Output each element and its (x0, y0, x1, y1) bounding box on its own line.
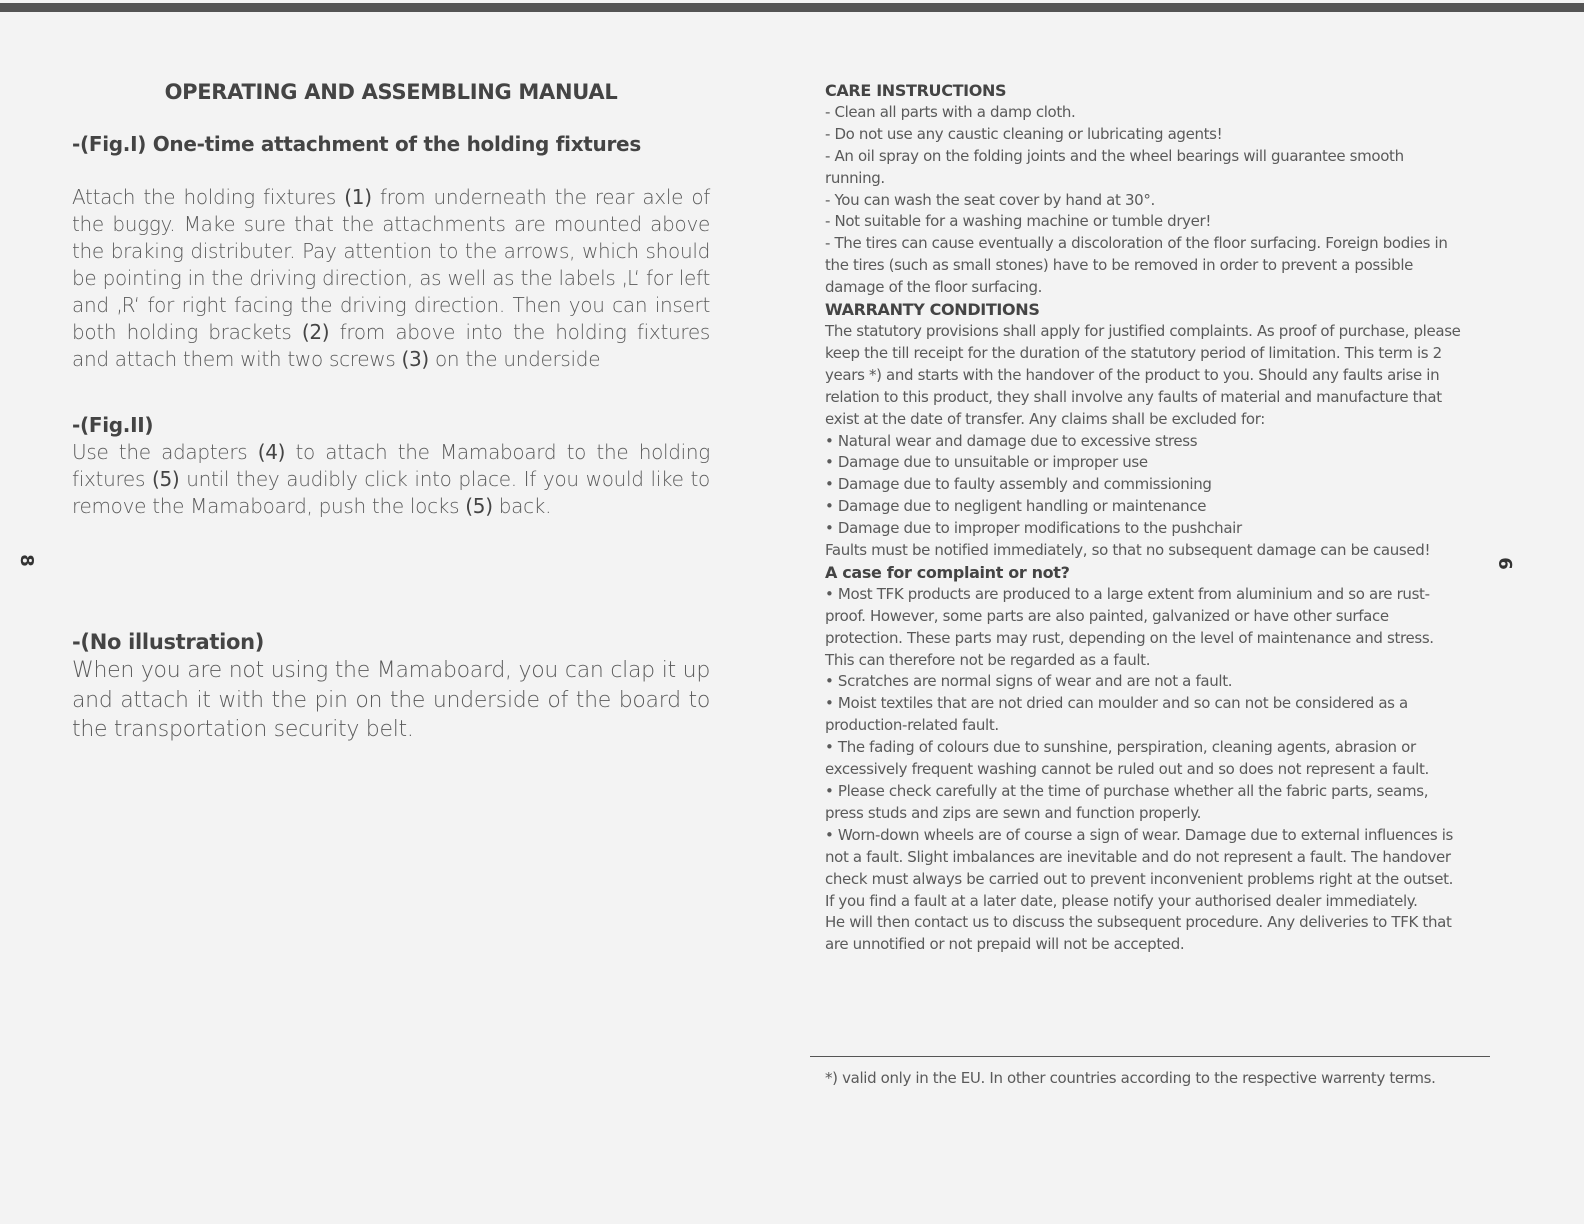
part-number: (4) (257, 440, 286, 464)
paragraph: • Most TFK products are produced to a large extent from aluminium and so are rust-proof. However, some parts are also painted, galvanized or have other surface protection. These parts may rust, depending on the level of maintenance and stress. This can therefore not be regarded as a fault. (825, 584, 1434, 669)
paragraph: - An oil spray on the folding joints and the wheel bearings will guarantee smooth running. (825, 146, 1404, 187)
section-heading: -(Fig.I) One-time attachment of the holding fixtures (72, 132, 641, 156)
part-number: (1) (344, 185, 372, 209)
paragraph: • Please check carefully at the time of purchase whether all the fabric parts, seams, press studs and zips are sewn and function properly. (825, 782, 1429, 822)
part-number: (5) (151, 467, 180, 491)
section-heading: WARRANTY CONDITIONS (825, 300, 1040, 320)
part-number: (3) (401, 347, 429, 371)
section-heading: CARE INSTRUCTIONS (825, 81, 1007, 100)
footnote-divider (810, 1056, 1490, 1057)
body-text: on the underside (428, 347, 601, 371)
section-heading: A case for complaint or not? (825, 562, 1070, 582)
paragraph: • Natural wear and damage due to excessive stress (825, 431, 1198, 450)
paragraph: - The tires can cause eventually a discoloration of the floor surfacing. Foreign bodies in the tires (such as small stones) have to be removed in order to prevent a possible damage of the floor surfacing. (825, 234, 1448, 297)
paragraph: The statutory provisions shall apply for justified complaints. As proof of purchase, please keep the till receipt for the duration of the statutory period of limitation. This term is 2 years *) and starts with the handover of the product to you. Should any faults arise in relation to this product, they shall involve any faults of material and manufacture that exist at the date of transfer. Any claims shall be excluded for: (825, 321, 1461, 428)
body-text: from underneath the rear axle of the buggy. Make sure that the attachments are mounted above the braking distributer. Pay attention to the arrows, which should be pointing in the driving direction, as well as the labels ‚L‘ for left and ‚R‘ for right facing the driving direction. Then you can insert both holding brackets (72, 185, 710, 344)
page-title: OPERATING AND ASSEMBLING MANUAL (164, 80, 618, 104)
part-number: (2) (301, 320, 330, 344)
paragraph: • Scratches are normal signs of wear and are not a fault. (825, 672, 1233, 691)
section-fig2 (72, 413, 710, 520)
paragraph: - Do not use any caustic cleaning or lubricating agents! (825, 124, 1223, 143)
section-heading: -(No illustration) (72, 630, 265, 654)
section-body (72, 439, 710, 520)
page-number-left: 8 (15, 554, 37, 567)
scan-border (0, 3, 1584, 12)
paragraph: He will then contact us to discuss the subsequent procedure. Any deliveries to TFK that are unnotified or not prepaid will not be accepted. (825, 913, 1452, 954)
paragraph: • Moist textiles that are not dried can moulder and so can not be considered as a production-related fault. (825, 694, 1408, 735)
section-no-illustration (72, 630, 710, 745)
body-text: to attach the Mamaboard to the holding fixtures (72, 440, 710, 491)
body-text: back. (492, 494, 552, 518)
section-body (72, 184, 710, 373)
part-number: (5) (465, 494, 493, 518)
footnote: *) valid only in the EU. In other countries according to the respective warrenty terms. (825, 1069, 1436, 1087)
body-text: from above into the holding fixtures and attach them with two screws (72, 320, 710, 371)
paragraph: • Damage due to unsuitable or improper use (825, 453, 1148, 472)
page-number-right: 9 (1495, 557, 1517, 570)
paragraph: • Worn-down wheels are of course a sign of wear. Damage due to external influences is not a fault. Slight imbalances are inevitable and do not represent a fault. The handover check must always be carried out to prevent inconvenient problems right at the outset. If you find a fault at a later date, please notify your authorised dealer immediately. (825, 825, 1454, 910)
section-heading: -(Fig.II) (72, 413, 154, 437)
right-page (825, 80, 1465, 956)
left-page (72, 80, 710, 745)
body-text: until they audibly click into place. If you would like to remove the Mamaboard, push the locks (72, 467, 710, 518)
section-body (72, 656, 710, 745)
body-text: Use the adapters (72, 440, 258, 464)
paragraph: • Damage due to negligent handling or maintenance (825, 497, 1207, 516)
paragraph: • Damage due to faulty assembly and commissioning (825, 475, 1212, 494)
paragraph: - Not suitable for a washing machine or tumble dryer! (825, 212, 1212, 231)
paragraph: Faults must be notified immediately, so that no subsequent damage can be caused! (825, 541, 1431, 560)
paragraph: - You can wash the seat cover by hand at 30°. (825, 190, 1155, 209)
body-text: When you are not using the Mamaboard, you can clap it up and attach it with the pin on the underside of the board to the transportation security belt. (72, 658, 710, 742)
paragraph: • The fading of colours due to sunshine, perspiration, cleaning agents, abrasion or excessively frequent washing cannot be ruled out and so does not represent a fault. (825, 738, 1429, 779)
body-text: Attach the holding fixtures (72, 185, 345, 209)
section-fig1 (72, 132, 710, 373)
paragraph: • Damage due to improper modifications to the pushchair (825, 519, 1242, 538)
paragraph: - Clean all parts with a damp cloth. (825, 102, 1076, 121)
